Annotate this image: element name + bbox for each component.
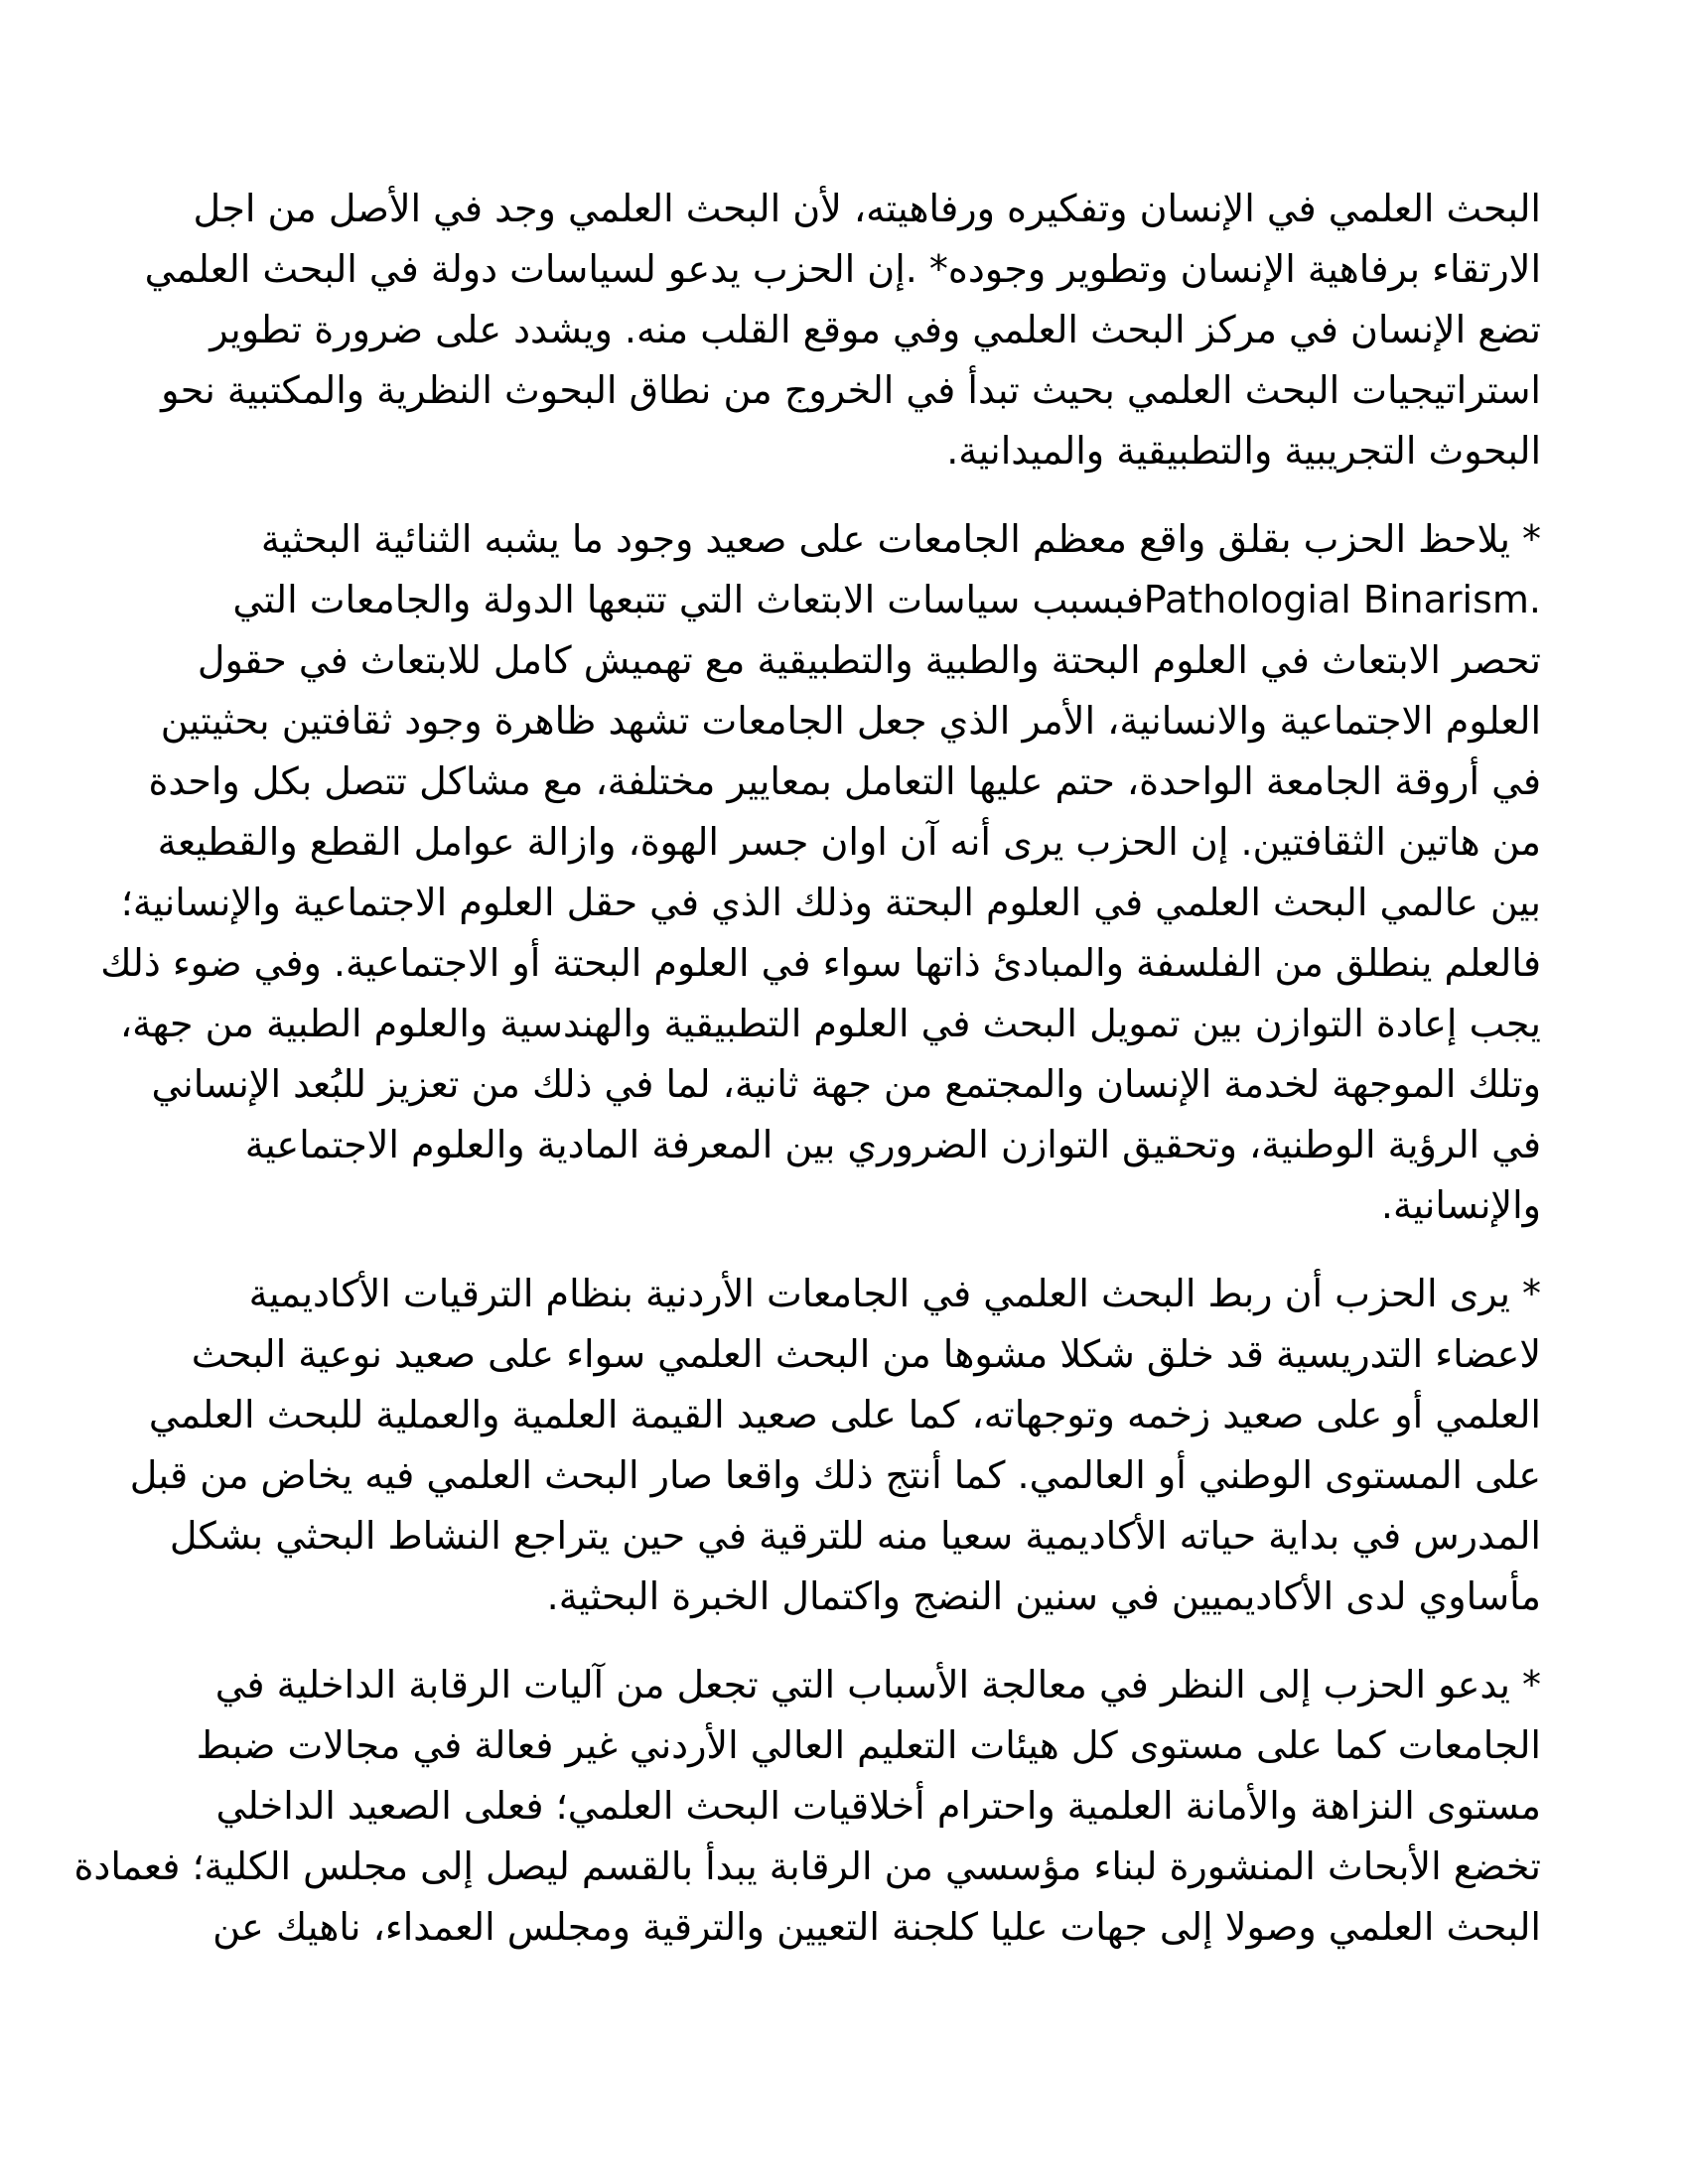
text-line: تخضع الأبحاث المنشورة لبناء مؤسسي من الرقابة يبدأ بالقسم ليصل إلى مجلس الكلية؛ فعمادة bbox=[73, 1844, 1541, 1888]
text-line: مأساوي لدى الأكاديميين في سنين النضج واكتمال الخبرة البحثية. bbox=[546, 1574, 1541, 1618]
text-line: البحث العلمي في الإنسان وتفكيره ورفاهيته، لأن البحث العلمي وجد في الأصل من اجل bbox=[193, 187, 1541, 230]
text-line: على المستوى الوطني أو العالمي. كما أنتج ذلك واقعا صار البحث العلمي فيه يخاض من قبل bbox=[129, 1453, 1541, 1497]
text-line: من هاتين الثقافتين. إن الحزب يرى أنه آن اوان جسر الهوة، وازالة عوامل القطع والقطيعة bbox=[157, 820, 1541, 864]
text-line: * يلاحظ الحزب بقلق واقع معظم الجامعات على صعيد وجود ما يشبه الثنائية البحثية bbox=[260, 517, 1541, 561]
text-line: تضع الإنسان في مركز البحث العلمي وفي موقع القلب منه. ويشدد على ضرورة تطوير bbox=[210, 308, 1541, 351]
text-line: العلوم الاجتماعية والانسانية، الأمر الذي جعل الجامعات تشهد ظاهرة وجود ثقافتين بحثيتين bbox=[160, 699, 1541, 743]
text-line: وتلك الموجهة لخدمة الإنسان والمجتمع من جهة ثانية، لما في ذلك من تعزيز للبُعد الإنساني bbox=[151, 1062, 1541, 1106]
text-line: لاعضاء التدريسية قد خلق شكلا مشوها من البحث العلمي سواء على صعيد نوعية البحث bbox=[191, 1332, 1541, 1376]
text-line: البحوث التجريبية والتطبيقية والميدانية. bbox=[946, 429, 1541, 473]
document-body bbox=[73, 179, 1541, 1985]
text-line: * يدعو الحزب إلى النظر في معالجة الأسباب التي تجعل من آليات الرقابة الداخلية في bbox=[214, 1663, 1541, 1706]
paragraph bbox=[129, 1264, 1541, 1627]
text-line: في الرؤية الوطنية، وتحقيق التوازن الضروري بين المعرفة المادية والعلوم الاجتماعية bbox=[244, 1123, 1541, 1166]
text-line: فالعلم ينطلق من الفلسفة والمبادئ ذاتها سواء في العلوم البحتة أو الاجتماعية. وفي ضوء ذلك bbox=[100, 941, 1541, 985]
text-line: .Pathologial Binarismفبسبب سياسات الابتعاث التي تتبعها الدولة والجامعات التي bbox=[232, 578, 1541, 621]
paragraph bbox=[100, 509, 1541, 1236]
text-line: العلمي أو على صعيد زخمه وتوجهاته، كما على صعيد القيمة العلمية والعملية للبحث العلمي bbox=[148, 1393, 1541, 1436]
text-line: * يرى الحزب أن ربط البحث العلمي في الجامعات الأردنية بنظام الترقيات الأكاديمية bbox=[248, 1272, 1541, 1315]
paragraph bbox=[144, 179, 1541, 481]
text-line: والإنسانية. bbox=[1380, 1183, 1541, 1227]
text-line: بين عالمي البحث العلمي في العلوم البحتة وذلك الذي في حقل العلوم الاجتماعية والإنسانية؛ bbox=[120, 881, 1541, 924]
text-line: مستوى النزاهة والأمانة العلمية واحترام أخلاقيات البحث العلمي؛ فعلى الصعيد الداخلي bbox=[215, 1784, 1541, 1828]
text-line: الجامعات كما على مستوى كل هيئات التعليم العالي الأردني غير فعالة في مجالات ضبط bbox=[196, 1723, 1541, 1767]
text-line: المدرس في بداية حياته الأكاديمية سعيا منه للترقية في حين يتراجع النشاط البحثي بشكل bbox=[169, 1514, 1541, 1558]
text-line: البحث العلمي وصولا إلى جهات عليا كلجنة التعيين والترقية ومجلس العمداء، ناهيك عن bbox=[212, 1905, 1541, 1949]
text-line: تحصر الابتعاث في العلوم البحتة والطبية والتطبيقية مع تهميش كامل للابتعاث في حقول bbox=[197, 638, 1541, 682]
text-line: يجب إعادة التوازن بين تمويل البحث في العلوم التطبيقية والهندسية والعلوم الطبية من جهة، bbox=[119, 1002, 1541, 1045]
text-line: استراتيجيات البحث العلمي بحيث تبدأ في الخروج من نطاق البحوث النظرية والمكتبية نحو bbox=[161, 368, 1541, 412]
text-line: في أروقة الجامعة الواحدة، حتم عليها التعامل بمعايير مختلفة، مع مشاكل تتصل بكل واحدة bbox=[148, 759, 1541, 803]
text-line: الارتقاء برفاهية الإنسان وتطوير وجوده* .إن الحزب يدعو لسياسات دولة في البحث العلمي bbox=[144, 247, 1541, 291]
paragraph bbox=[73, 1655, 1541, 1958]
